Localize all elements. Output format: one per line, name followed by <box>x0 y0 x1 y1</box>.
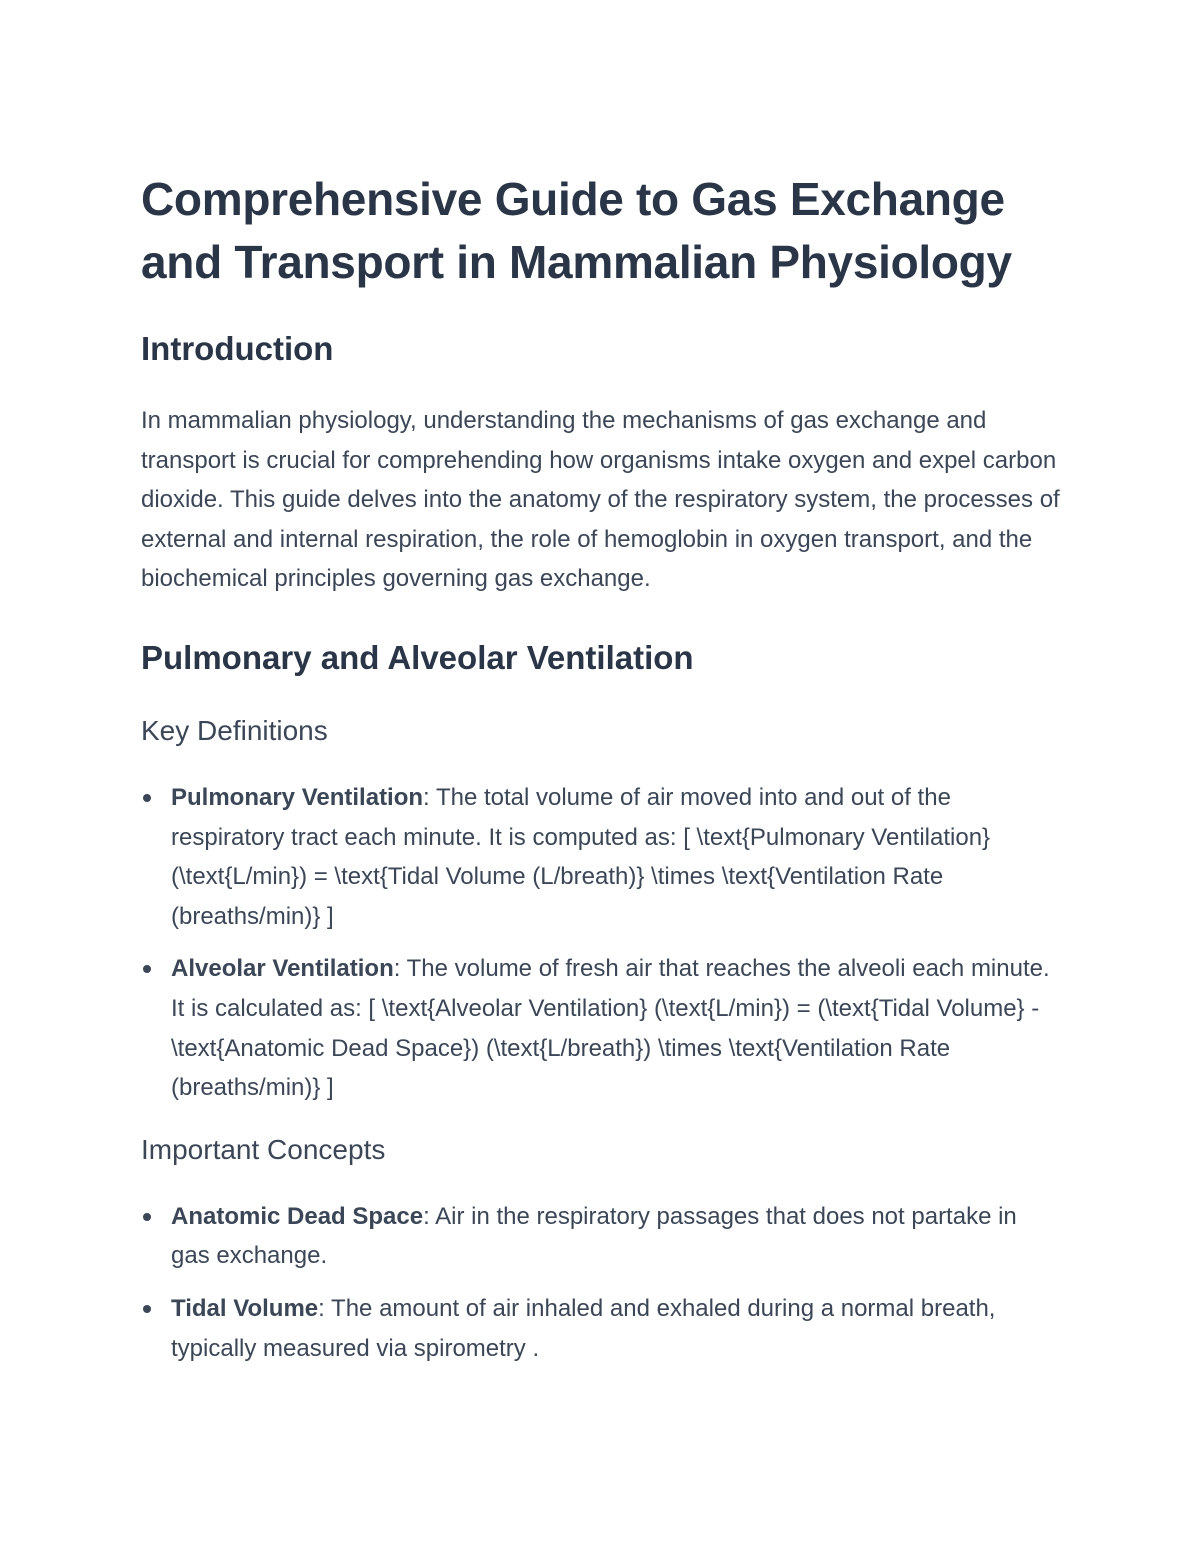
definition-term: Alveolar Ventilation <box>171 955 394 983</box>
concept-text: : Air in the respiratory passages that does not partake in gas exchange. <box>171 1202 1017 1270</box>
definition-text: : The volume of fresh air that reaches the alveoli each minute. It is calculated as: [ \text{Alveolar Ventilation} (\text{L/min}) = (\text{Tidal Volume} - \text{Anatomic Dead Space}) (\text{L/breath}) \times \text{Ventilation Rate (breaths/min)} ] <box>171 955 1050 1102</box>
introduction-paragraph: In mammalian physiology, understanding the mechanisms of gas exchange and transport is crucial for comprehending how organisms intake oxygen and expel carbon dioxide. This guide delves into the anatomy of the respiratory system, the processes of external and internal respiration, the role of hemoglobin in oxygen transport, and the biochemical principles governing gas exchange. <box>141 407 1060 593</box>
list-item <box>141 1197 1061 1276</box>
important-concepts-list <box>141 1197 1061 1368</box>
important-concepts-heading: Important Concepts <box>141 1133 386 1165</box>
list-item <box>141 778 1061 936</box>
ventilation-heading: Pulmonary and Alveolar Ventilation <box>141 638 694 676</box>
document-title <box>141 168 1061 294</box>
key-definitions-list <box>141 778 1061 1108</box>
bullet-icon <box>143 794 151 802</box>
bullet-icon <box>143 965 151 973</box>
title-line-1: Comprehensive Guide to Gas Exchange <box>141 173 1005 225</box>
introduction-heading: Introduction <box>141 330 334 367</box>
key-definitions-heading: Key Definitions <box>141 714 328 746</box>
concept-text: : The amount of air inhaled and exhaled during a normal breath, typically measured via spirometry . <box>171 1294 996 1362</box>
definition-term: Pulmonary Ventilation <box>171 783 424 811</box>
list-item <box>141 949 1061 1107</box>
document-page <box>141 168 1061 1381</box>
title-line-2: and Transport in Mammalian Physiology <box>141 236 1012 288</box>
concept-term: Tidal Volume <box>171 1294 319 1322</box>
bullet-icon <box>143 1305 151 1313</box>
concept-term: Anatomic Dead Space <box>171 1202 424 1230</box>
list-item <box>141 1289 1061 1368</box>
definition-text: : The total volume of air moved into and out of the respiratory tract each minute. It is computed as: [ \text{Pulmonary Ventilation} (\text{L/min}) = \text{Tidal Volume (L/breath)} \times \text{Ventilation Rate (breaths/min)} ] <box>171 783 991 930</box>
bullet-icon <box>143 1213 151 1221</box>
